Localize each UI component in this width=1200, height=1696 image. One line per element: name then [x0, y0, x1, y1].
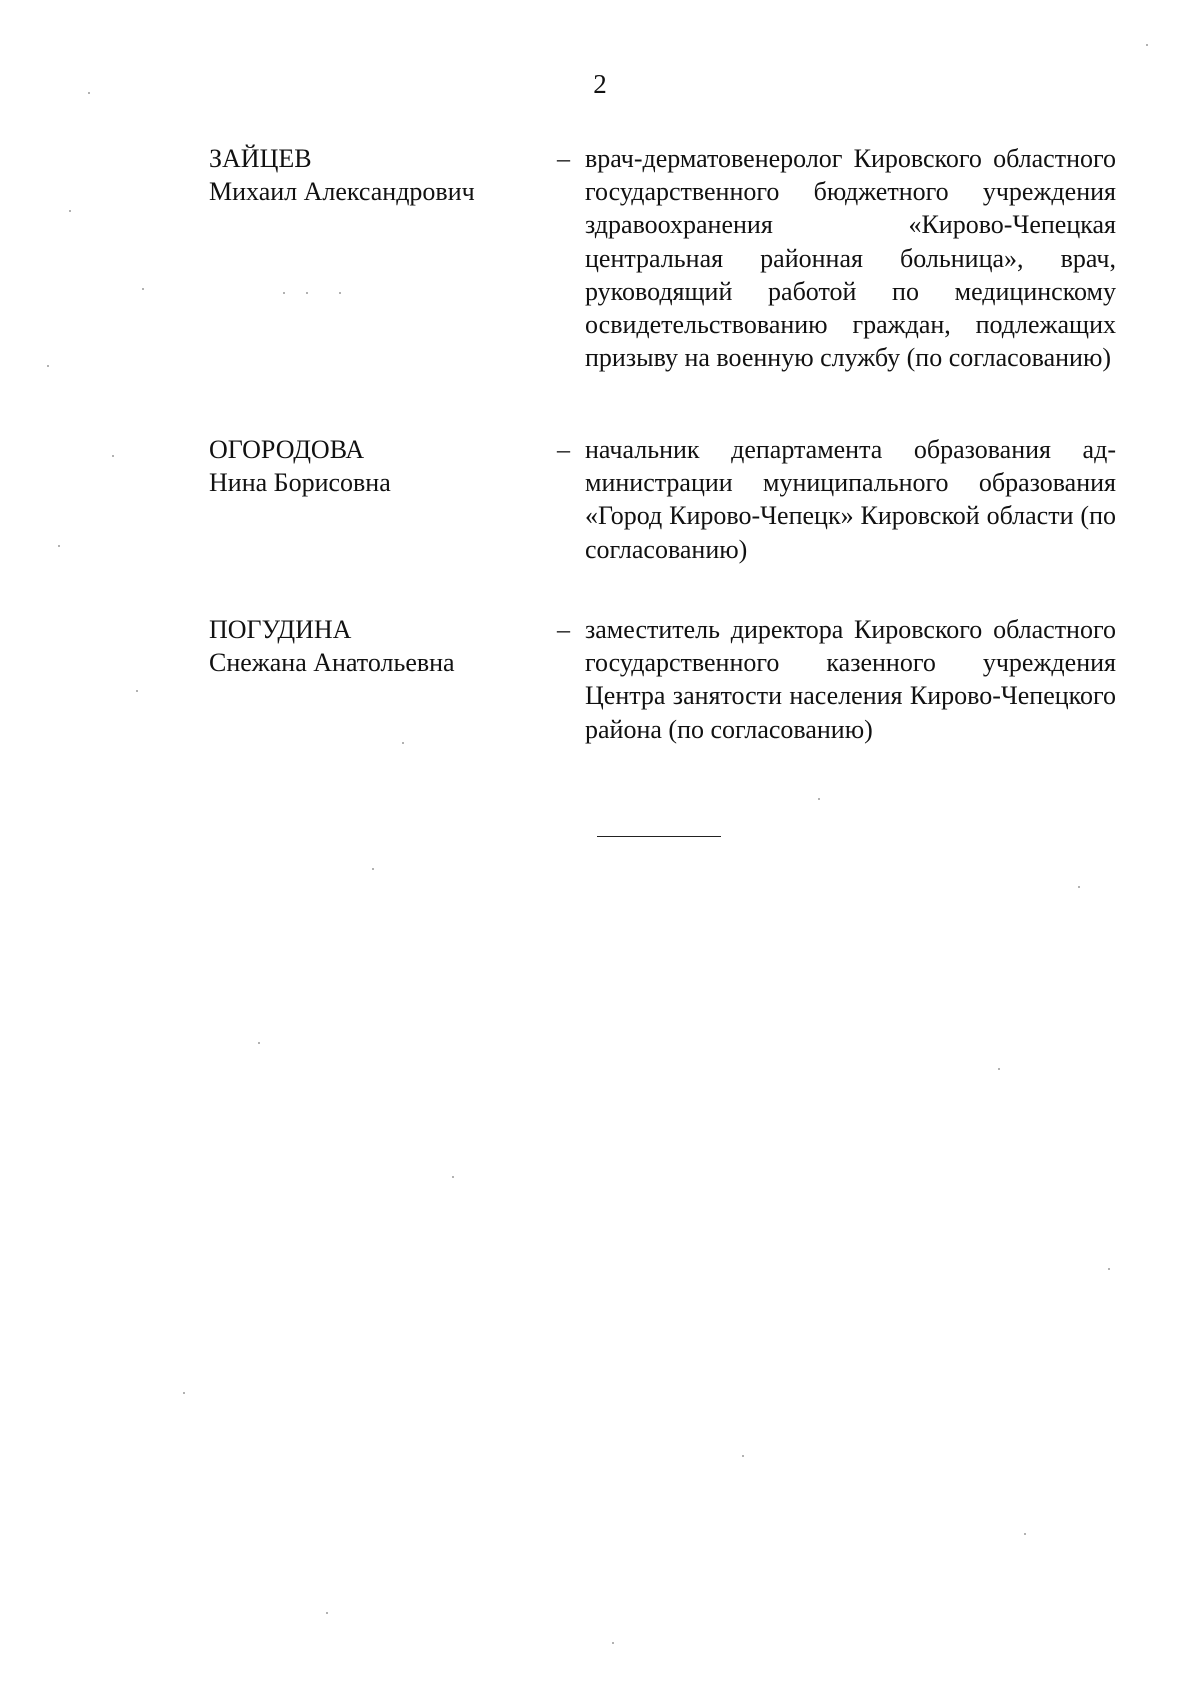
scan-speck — [142, 288, 144, 290]
end-of-list-rule — [597, 836, 721, 837]
member-given-names: Снежана Анатольевна — [209, 648, 455, 677]
scan-speck — [258, 1042, 260, 1044]
scan-speck — [372, 868, 374, 870]
scan-speck — [47, 365, 49, 367]
scan-speck — [998, 1068, 1000, 1070]
scan-speck — [326, 1612, 328, 1614]
scan-speck — [1078, 886, 1080, 888]
scan-speck — [88, 92, 90, 94]
dash-separator: – — [557, 435, 570, 464]
scan-speck — [612, 1642, 614, 1644]
scan-speck — [452, 1176, 454, 1178]
dash-separator: – — [557, 615, 570, 644]
scan-speck — [402, 742, 404, 744]
scan-speck — [69, 210, 71, 212]
page-number: 2 — [593, 69, 607, 99]
scan-speck — [818, 798, 820, 800]
scan-speck — [136, 690, 138, 692]
scan-speck — [183, 1392, 185, 1394]
scan-speck — [742, 1455, 744, 1457]
member-name — [209, 613, 539, 679]
member-surname: ПОГУДИНА — [209, 615, 352, 644]
member-surname: ЗАЙЦЕВ — [209, 144, 312, 173]
scan-speck — [306, 292, 308, 294]
member-surname: ОГОРОДОВА — [209, 435, 365, 464]
member-position: начальник департамента образования администрации муниципального образования «Город Кирово-Чепецк» Кировской области (по согласованию) — [585, 435, 1116, 564]
member-position: заместитель директора Кировского областного государственного казенного учреждения Центра занятости населения Кирово-Чепецкого района (по согласованию) — [585, 615, 1116, 744]
member-name — [209, 433, 539, 499]
scan-speck — [339, 292, 341, 294]
member-given-names: Михаил Александрович — [209, 177, 475, 206]
scan-speck — [1024, 1533, 1026, 1535]
scan-speck — [58, 545, 60, 547]
scan-speck — [1146, 44, 1148, 46]
scan-speck — [283, 292, 285, 294]
scan-speck — [112, 455, 114, 457]
member-position: врач-дерматовенеролог Кировского областного государственного бюджетного учреждения здравоохранения «Кирово-Чепецкая центральная районная больница», врач, руководящий работой по медицинскому освидетельствованию граждан, подлежащих призыву на военную службу (по согласованию) — [585, 144, 1116, 373]
scan-speck — [1108, 1268, 1110, 1270]
dash-separator: – — [557, 144, 570, 173]
member-name — [209, 142, 539, 208]
member-given-names: Нина Борисовна — [209, 468, 391, 497]
